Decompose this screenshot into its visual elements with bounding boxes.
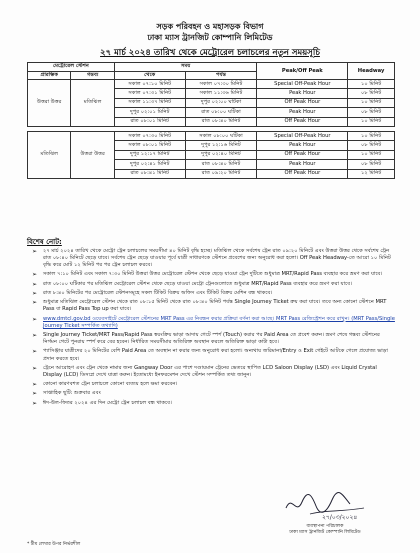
table-cell: ১০ মিনিট — [348, 131, 395, 140]
table-cell: রাত ০৮:৪০ মিনিট — [185, 160, 257, 169]
note-item — [27, 281, 395, 288]
arrow-bullet-icon: ➢ — [32, 315, 38, 323]
table-cell: দুপুর ০২:০০ ঘটিকা — [185, 98, 257, 107]
note-text: সাপ্তাহিক ছুটি: শুক্রবার এবং — [43, 390, 101, 397]
signatory-org: ঢাকা ম্যাস ট্রানজিট কোম্পানি লিমিটেড — [289, 530, 361, 535]
group1-dest: মতিঝিল — [71, 80, 114, 127]
note-text: Single Journey Ticket/MRT Pass/Rapid Pass স্বয়ংক্রিয় ভাড়া আদায় গেটে স্পর্শ (Touch) করার পর Paid Area তে প্রবেশ করুন। ভ্রমণ শেষে গন্তব্য স্টেশনের নির্গমন গেটে পুনরায় স্পর্শ করে বের হবেন। নির্ধারিত সময়সীমার অতিরিক্ত অবস্থান করলে অতিরিক্ত ভাড়া কাটা হবে। — [43, 332, 380, 346]
note-text: রাত ৮:৪০ মিনিটের পর মেট্রোরেল স্টেশনসমূহে সকল টিকিট বিক্রয় অফিস এবং টিকিট বিক্রয় মেশিন বন্ধ থাকবে। — [43, 290, 273, 297]
note-text: প্যাসিঞ্জার যাত্রীদের ২০ মিনিটের বেশি Paid Area তে অবস্থান না করার জন্য অনুরোধ করা হলো। অন্যথায় জরিমানা/Entry ও Exit গেইটে আটকে গেলে প্রযোজ্য ভাড়া প্রদান করতে হবে। — [43, 348, 388, 362]
arrow-bullet-icon: ➢ — [32, 280, 38, 288]
table-cell: সকাল ০৮:০০ ঘটিকা — [185, 131, 257, 140]
table-row — [28, 80, 395, 89]
arrow-bullet-icon: ➢ — [32, 348, 38, 356]
table-cell: Peak Hour — [257, 89, 348, 98]
table-cell: সকাল ১১:৩৬ মিনিট — [185, 89, 257, 98]
time-header: সময় — [114, 63, 257, 72]
table-cell: সকাল ০৭:৩১ মিনিট — [114, 89, 185, 98]
group2-start: মতিঝিল — [28, 131, 71, 178]
table-cell: সকাল ১১:৩৭ মিনিট — [114, 98, 185, 107]
note-item — [27, 299, 395, 313]
table-cell: ০৮ মিনিট — [348, 141, 395, 150]
headway-header: Headway — [348, 63, 395, 80]
table-cell: Special Off-Peak Hour — [257, 131, 348, 140]
station-header: মেট্রোরেল স্টেশন — [28, 63, 115, 72]
table-cell: সকাল ০৭:৩০ মিনিট — [185, 80, 257, 89]
table-cell: সকাল ০৮:০১ মিনিট — [114, 141, 185, 150]
arrow-bullet-icon: ➢ — [32, 248, 38, 255]
table-cell: রাত ০৮:০০ ঘটিকা — [185, 108, 257, 117]
group2-dest: উত্তরা উত্তর — [71, 131, 114, 178]
table-cell: দুপুর ০২:০১ মিনিট — [114, 108, 185, 117]
table-cell: দুপুর ১২:১৬ মিনিট — [185, 141, 257, 150]
note-text: ট্রেনে আরোহণ এবং ট্রেন থেকে নামার জন্য Gangway Door এর পাশে দণ্ডায়মান ট্রেনের ভেতরে স্থাপিত LCD Saloon Display (LSD) এবং Liquid Crystal Display (LCD) ডিসপ্লে দেখে যাত্রা করুন। ইতোমধ্যে ইনফরমেশন দেখে স্টেশন সম্পর্কিত তথ্য জানুন। — [43, 364, 377, 378]
table-row — [28, 131, 395, 140]
note-text: শুধুমাত্র মতিঝিল মেট্রোরেল স্টেশন থেকে রাত ০৮:১৫ মিনিট থেকে রাত ০৮:৪০ মিনিট পর্যন্ত Single Journey Ticket ক্রয় করা যাবে। তবে অন্য কোনো স্টেশনে MRT Pass বা Rapid Pass Top up করা যাবে। — [43, 299, 387, 313]
table-cell: Peak Hour — [257, 160, 348, 169]
signatory-title: ব্যবস্থাপনা পরিচালক — [306, 524, 344, 529]
dest-header: গন্তব্য — [71, 71, 114, 80]
table-cell: রাত ০৮:০১ মিনিট — [114, 117, 185, 126]
table-cell: Special Off-Peak Hour — [257, 80, 348, 89]
table-cell: ১২ মিনিট — [348, 169, 395, 178]
table-cell: ০৮ মিনিট — [348, 89, 395, 98]
note-item — [27, 290, 395, 297]
arrow-bullet-icon: ➢ — [32, 290, 38, 298]
arrow-bullet-icon: ➢ — [32, 390, 38, 398]
arrow-bullet-icon: ➢ — [32, 399, 38, 407]
note-item — [27, 348, 395, 362]
from-header: থেকে — [114, 71, 185, 80]
note-item — [27, 400, 395, 407]
note-text: ২৭ মার্চ ২০২৪ তারিখ থেকে মেট্রো ট্রেন চলাচলের সময়সীমা ৪০ মিনিট বৃদ্ধি হচ্ছে। মতিঝিল থেকে সর্বশেষ ট্রেন রাত ০৯:২০ মিনিটে এবং উত্তরা উত্তর থেকে সর্বশেষ ট্রেন রাত ০৮:৪০ মিনিটে ছেড়ে যাবে। সর্বশেষ ট্রেন ছেড়ে যাওয়ার পূর্বে যাত্রী সাধারণকে স্টেশনে প্রবেশের জন্য অনুরোধ করা হলো। Off Peak Headway-তে আরো ১০ মিনিট বৃদ্ধি করে মোট ১২ মিনিট পর পর ট্রেন চলাচল করবে। — [43, 248, 391, 269]
table-cell: সকাল ০৭:১০ মিনিট — [114, 80, 185, 89]
table-header-row — [28, 63, 395, 72]
note-item — [27, 390, 395, 397]
group1-start: উত্তরা উত্তর — [28, 80, 71, 127]
table-cell: রাত ০৯:২০ মিনিট — [185, 169, 257, 178]
peak-header: Peak/Off Peak — [257, 63, 348, 80]
table-cell: Peak Hour — [257, 141, 348, 150]
footnote: * টীম লেখার উপর নির্ভরশীল — [27, 542, 81, 547]
table-cell: দুপুর ০২:৪১ মিনিট — [114, 160, 185, 169]
note-item — [27, 316, 395, 330]
table-cell: ০৮ মিনিট — [348, 160, 395, 169]
table-cell: ১০ মিনিট — [348, 150, 395, 159]
note-item — [27, 332, 395, 346]
note-text-link[interactable]: www.dmtcl.gov.bd ওয়েবসাইটে মেট্রোরেল স্টেশনের MRT Pass এর নিবন্ধন করার প্রক্রিয়া বর্ণনা করা আছে। MRT Pass রেজিস্ট্রেশন করে রাখুন। (MRT Pass/Single Journey Ticket সম্পর্কিত তথ্যাদি) — [43, 315, 395, 329]
note-item — [27, 271, 395, 278]
ministry-name: সড়ক পরিবহন ও মহাসড়ক বিভাগ — [156, 22, 264, 31]
notes-title: বিশেষ নোট: — [27, 238, 62, 246]
note-text: সকাল ৭:১০ মিনিট এবং সকাল ৭:৩০ মিনিট উত্তরা উত্তর মেট্রোরেল স্টেশন থেকে ছেড়ে যাওয়া ট্রেন দুটিতে শুধুমাত্র MRT/Rapid Pass ব্যবহার করে ভ্রমণ করা যাবে। — [43, 271, 383, 278]
signatory-block — [250, 524, 400, 536]
note-item — [27, 248, 395, 269]
note-item — [27, 365, 395, 379]
arrow-bullet-icon: ➢ — [32, 299, 38, 307]
table-cell: দুপুর ১২:১৭ মিনিট — [114, 150, 185, 159]
notes-list — [27, 248, 395, 409]
to-header: পর্যন্ত — [185, 71, 257, 80]
table-cell: ০৮ মিনিট — [348, 108, 395, 117]
note-text: রাত ০৮:০০ ঘটিকার পর মতিঝিল মেট্রোরেল স্টেশন থেকে ছেড়ে যাওয়া মেট্রো ট্রেনগুলোতে শুধুমাত্র MRT/Rapid Pass ব্যবহার করে ভ্রমণ করা যাবে। — [43, 280, 352, 287]
arrow-bullet-icon: ➢ — [32, 332, 38, 340]
table-cell: Off Peak Hour — [257, 150, 348, 159]
table-cell: দুপুর ০২:৪০ মিনিট — [185, 150, 257, 159]
table-cell: ১০ মিনিট — [348, 117, 395, 126]
table-cell: Off Peak Hour — [257, 98, 348, 107]
note-item — [27, 381, 395, 388]
table-cell: Off Peak Hour — [257, 117, 348, 126]
table-cell: Off Peak Hour — [257, 169, 348, 178]
note-text: ঈদ-উল-ফিতর ২০২৪ এর দিন মেট্রো ট্রেন চলাচল বন্ধ থাকবে। — [43, 399, 172, 406]
table-cell: ১০ মিনিট — [348, 80, 395, 89]
signature-date: ২৭/০৩/২০২৪ — [322, 514, 358, 521]
company-name: ঢাকা ম্যাস ট্রানজিট কোম্পানি লিমিটেড — [147, 33, 273, 42]
note-text: কোনো কারণবশত ট্রেন চলাচলে কোনো ব্যত্যয় হলে ক্ষমা করবেন। — [43, 381, 178, 388]
handwritten-signature — [280, 488, 370, 522]
start-header: প্রারম্ভিক — [28, 71, 71, 80]
table-cell: রাত ০৮:৪০ মিনিট — [185, 117, 257, 126]
arrow-bullet-icon: ➢ — [32, 364, 38, 372]
table-cell: সকাল ০৭:৩০ মিনিট — [114, 131, 185, 140]
arrow-bullet-icon: ➢ — [32, 271, 38, 279]
table-cell: ১০ মিনিট — [348, 98, 395, 107]
schedule-table — [27, 62, 395, 179]
table-cell: রাত ০৮:৪১ মিনিট — [114, 169, 185, 178]
notice-title: ২৭ মার্চ ২০২৪ তারিখ থেকে মেট্রোরেল চলাচলের নতুন সময়সূচি — [100, 48, 320, 58]
arrow-bullet-icon: ➢ — [32, 381, 38, 389]
table-cell: Peak Hour — [257, 108, 348, 117]
